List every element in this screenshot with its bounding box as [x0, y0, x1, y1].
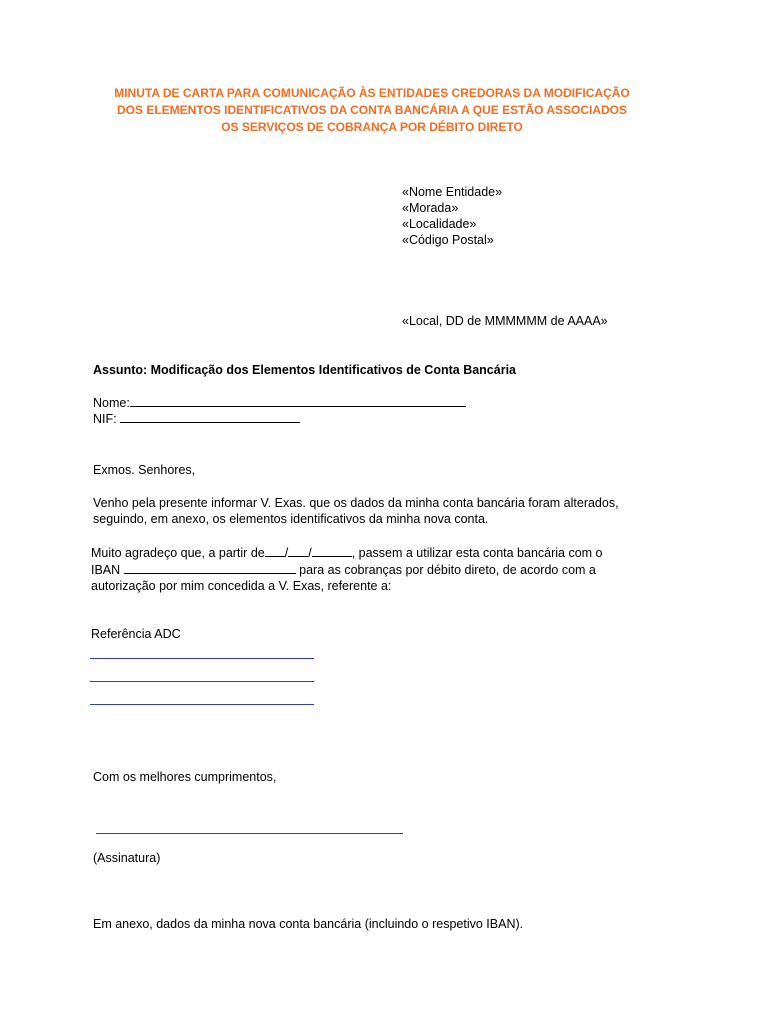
paragraph1-line-2: seguindo, em anexo, os elementos identificativos da minha nova conta.: [93, 512, 489, 526]
name-field-row: [93, 394, 466, 411]
paragraph2-line2-end: para as cobranças por débito direto, de acordo com a: [299, 563, 596, 577]
paragraph2-line-1: [91, 544, 603, 561]
paragraph2-line-2: [91, 561, 603, 578]
subject-line: Assunto: Modificação dos Elementos Identificativos de Conta Bancária: [93, 363, 516, 377]
recipient-address: «Morada»: [402, 201, 459, 215]
title-line-3: OS SERVIÇOS DE COBRANÇA POR DÉBITO DIRETO: [221, 120, 523, 134]
greeting: Exmos. Senhores,: [93, 463, 196, 477]
paragraph2-line1-end: , passem a utilizar esta conta bancária com o: [351, 546, 603, 560]
date-separator: /: [284, 546, 289, 560]
paragraph2-line1-start: Muito agradeço que, a partir de: [91, 546, 265, 560]
reference-fill-line-1[interactable]: [90, 658, 314, 659]
date-separator: /: [308, 546, 312, 560]
place-date: «Local, DD de MMMMMM de AAAA»: [402, 314, 608, 328]
paragraph2-line-3: autorização por mim concedida a V. Exas, referente a:: [91, 579, 392, 593]
recipient-locality: «Localidade»: [402, 217, 477, 231]
reference-fill-line-2[interactable]: [90, 681, 314, 682]
recipient-address-block: [402, 184, 502, 248]
paragraph1-line-1: Venho pela presente informar V. Exas. que os dados da minha conta bancária foram alterados,: [93, 496, 619, 510]
recipient-name: «Nome Entidade»: [402, 185, 503, 199]
date-month-fill-line[interactable]: [288, 544, 308, 557]
nif-field-row: [93, 410, 300, 427]
closing: Com os melhores cumprimentos,: [93, 770, 277, 784]
iban-label: IBAN: [91, 563, 121, 577]
name-label: Nome:: [93, 396, 130, 410]
nif-label: NIF:: [93, 412, 117, 426]
signature-label: (Assinatura): [93, 851, 161, 865]
title-line-1: MINUTA DE CARTA PARA COMUNICAÇÃO ÀS ENTIDADES CREDORAS DA MODIFICAÇÃO: [114, 86, 630, 100]
nif-fill-line[interactable]: [120, 410, 300, 423]
reference-label: Referência ADC: [91, 627, 181, 641]
recipient-postal-code: «Código Postal»: [402, 233, 494, 247]
date-year-fill-line[interactable]: [312, 544, 352, 557]
title-line-2: DOS ELEMENTOS IDENTIFICATIVOS DA CONTA BANCÁRIA A QUE ESTÃO ASSOCIADOS: [116, 103, 628, 117]
reference-fill-line-3[interactable]: [90, 704, 314, 705]
signature-fill-line[interactable]: [96, 833, 403, 834]
annex-note: Em anexo, dados da minha nova conta bancária (incluindo o respetivo IBAN).: [93, 917, 524, 931]
document-title: [60, 85, 684, 136]
iban-fill-line[interactable]: [124, 561, 296, 574]
date-day-fill-line[interactable]: [265, 544, 285, 557]
name-fill-line[interactable]: [130, 394, 466, 407]
paragraph-account-change: [93, 495, 619, 527]
paragraph-request: [91, 544, 603, 594]
